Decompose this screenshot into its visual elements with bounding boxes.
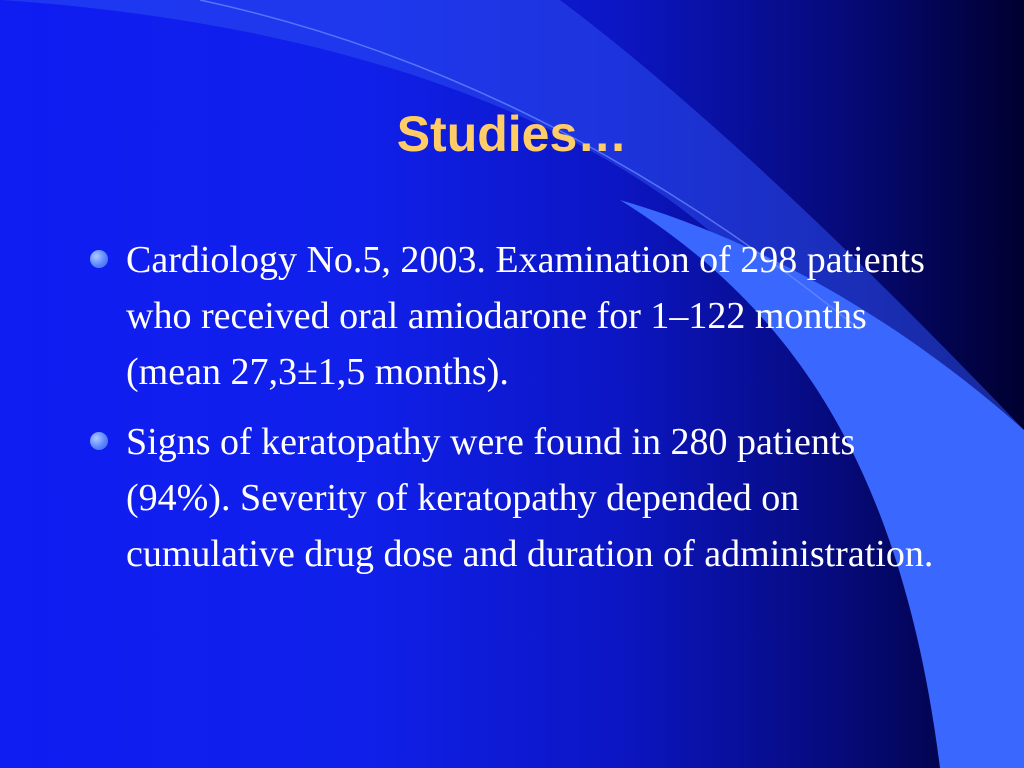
bullet-dot-icon xyxy=(90,432,108,450)
bullet-dot-icon xyxy=(90,250,108,268)
bullet-item-findings xyxy=(88,414,948,582)
bullet-text: Signs of keratopathy were found in 280 patients (94%). Severity of keratopathy depended on cumulative drug dose and duration of administration. xyxy=(126,421,934,575)
bullet-item-study xyxy=(88,232,948,400)
slide-title: Studies… xyxy=(396,106,628,162)
bullet-text: Cardiology No.5, 2003. Examination of 298 patients who received oral amiodarone for 1–122 months (mean 27,3±1,5 months). xyxy=(126,239,925,393)
bullet-list xyxy=(88,232,948,596)
